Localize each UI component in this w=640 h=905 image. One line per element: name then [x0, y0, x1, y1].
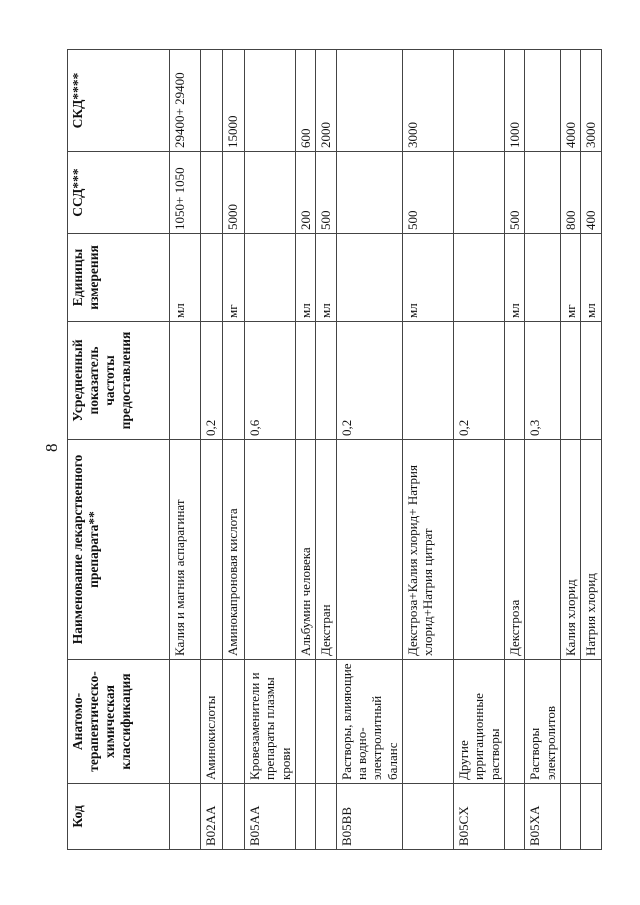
header-skd: СКД****: [68, 50, 170, 152]
cell-ssd: 500: [504, 152, 524, 234]
cell-skd: 29400+ 29400: [170, 50, 201, 152]
rotated-table-container: [67, 50, 599, 850]
cell-drug-name: Декстроза: [504, 440, 524, 660]
header-frequency: Усредненный показатель частоты предоставления: [68, 322, 170, 440]
cell-frequency: [581, 322, 601, 440]
cell-classification: [223, 660, 245, 784]
table-row: [336, 50, 402, 850]
cell-skd: 600: [296, 50, 316, 152]
table-row: [296, 50, 316, 850]
cell-drug-name: Декстран: [316, 440, 336, 660]
table-header-row: [68, 50, 170, 850]
cell-units: [336, 234, 402, 322]
cell-frequency: 0,2: [336, 322, 402, 440]
cell-code: B05BB: [336, 784, 402, 850]
header-ssd: ССД***: [68, 152, 170, 234]
header-drug-name: Наименование лекарственного препарата**: [68, 440, 170, 660]
table-row: [316, 50, 336, 850]
cell-classification: [316, 660, 336, 784]
cell-skd: [525, 50, 561, 152]
table-row: [525, 50, 561, 850]
cell-frequency: [560, 322, 580, 440]
cell-skd: 15000: [223, 50, 245, 152]
cell-drug-name: Калия и магния аспарагинат: [170, 440, 201, 660]
cell-drug-name: [336, 440, 402, 660]
cell-code: [316, 784, 336, 850]
cell-ssd: 1050+ 1050: [170, 152, 201, 234]
cell-ssd: [525, 152, 561, 234]
cell-classification: [402, 660, 453, 784]
cell-drug-name: Декстроза+Калия хлорид+ Натрия хлорид+Натрия цитрат: [402, 440, 453, 660]
cell-drug-name: [525, 440, 561, 660]
cell-frequency: [402, 322, 453, 440]
cell-ssd: 400: [581, 152, 601, 234]
cell-ssd: 5000: [223, 152, 245, 234]
cell-classification: [170, 660, 201, 784]
cell-drug-name: Аминокапроновая кислота: [223, 440, 245, 660]
cell-skd: 4000: [560, 50, 580, 152]
cell-code: B02AA: [201, 784, 223, 850]
page-number: 8: [42, 443, 61, 452]
table-row: [560, 50, 580, 850]
cell-code: B05XA: [525, 784, 561, 850]
cell-skd: 1000: [504, 50, 524, 152]
cell-frequency: [504, 322, 524, 440]
cell-frequency: 0,2: [453, 322, 504, 440]
cell-drug-name: Натрия хлорид: [581, 440, 601, 660]
drug-table: [67, 49, 602, 850]
cell-classification: [504, 660, 524, 784]
cell-classification: [581, 660, 601, 784]
cell-drug-name: [453, 440, 504, 660]
table-row: [581, 50, 601, 850]
cell-units: [245, 234, 296, 322]
cell-ssd: 200: [296, 152, 316, 234]
table-row: [402, 50, 453, 850]
cell-code: [402, 784, 453, 850]
cell-drug-name: [245, 440, 296, 660]
cell-units: мл: [170, 234, 201, 322]
cell-drug-name: [201, 440, 223, 660]
cell-frequency: 0,6: [245, 322, 296, 440]
cell-classification: Аминокислоты: [201, 660, 223, 784]
cell-ssd: [245, 152, 296, 234]
cell-code: [504, 784, 524, 850]
cell-units: мг: [223, 234, 245, 322]
cell-skd: [336, 50, 402, 152]
table-row: [245, 50, 296, 850]
cell-units: [453, 234, 504, 322]
cell-classification: [560, 660, 580, 784]
cell-frequency: [316, 322, 336, 440]
cell-code: B05CX: [453, 784, 504, 850]
cell-code: [170, 784, 201, 850]
cell-ssd: 800: [560, 152, 580, 234]
cell-skd: [245, 50, 296, 152]
cell-classification: Растворы электролитов: [525, 660, 561, 784]
cell-classification: Другие ирригационные растворы: [453, 660, 504, 784]
cell-units: [525, 234, 561, 322]
table-row: [504, 50, 524, 850]
cell-code: [581, 784, 601, 850]
cell-skd: 3000: [402, 50, 453, 152]
header-code: Код: [68, 784, 170, 850]
cell-units: мл: [581, 234, 601, 322]
cell-units: мл: [296, 234, 316, 322]
cell-ssd: [453, 152, 504, 234]
cell-frequency: [296, 322, 316, 440]
table-row: [223, 50, 245, 850]
cell-skd: [201, 50, 223, 152]
cell-frequency: [223, 322, 245, 440]
cell-units: мл: [402, 234, 453, 322]
cell-units: [201, 234, 223, 322]
cell-code: B05AA: [245, 784, 296, 850]
cell-skd: 3000: [581, 50, 601, 152]
table-row: [170, 50, 201, 850]
cell-classification: Кровезаменители и препараты плазмы крови: [245, 660, 296, 784]
cell-code: [223, 784, 245, 850]
cell-frequency: 0,2: [201, 322, 223, 440]
cell-code: [560, 784, 580, 850]
cell-drug-name: Альбумин человека: [296, 440, 316, 660]
cell-drug-name: Калия хлорид: [560, 440, 580, 660]
cell-ssd: [201, 152, 223, 234]
cell-frequency: 0,3: [525, 322, 561, 440]
header-classification: Анатомо-терапевтическо-химическая классификация: [68, 660, 170, 784]
cell-classification: [296, 660, 316, 784]
cell-units: мл: [504, 234, 524, 322]
cell-units: мл: [316, 234, 336, 322]
cell-frequency: [170, 322, 201, 440]
cell-ssd: 500: [316, 152, 336, 234]
cell-ssd: [336, 152, 402, 234]
cell-code: [296, 784, 316, 850]
cell-skd: [453, 50, 504, 152]
cell-skd: 2000: [316, 50, 336, 152]
header-units: Единицы измерения: [68, 234, 170, 322]
cell-ssd: 500: [402, 152, 453, 234]
cell-units: мг: [560, 234, 580, 322]
table-row: [453, 50, 504, 850]
table-row: [201, 50, 223, 850]
cell-classification: Растворы, влияющие на водно-электролитный баланс: [336, 660, 402, 784]
